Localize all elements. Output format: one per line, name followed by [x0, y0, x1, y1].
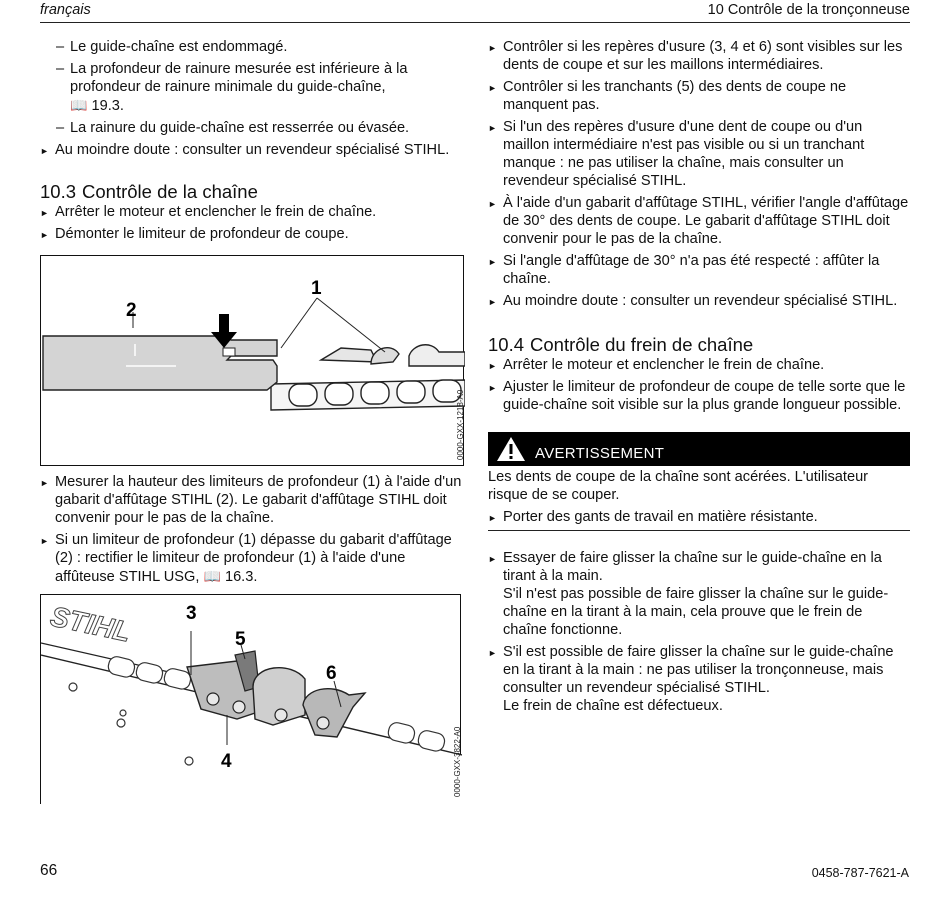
list-item: [488, 643, 910, 715]
section-title: Contrôle de la chaîne: [82, 181, 258, 202]
list-item-text: S'il est possible de faire glisser la chaîne sur le guide-chaîne en la tirant à la main : ne pas utiliser la tronçonneuse, mais consulter un revendeur spécialisé STIHL.: [503, 644, 894, 696]
section-heading: [488, 334, 910, 356]
list-item: ► Contrôler si les repères d'usure (3, 4 et 6) sont visibles sur les dents de coupe et sur les maillons intermédiaires.: [488, 38, 910, 74]
header-chapter: 10 Contrôle de la tronçonneuse: [707, 2, 910, 18]
figure-label-3: 3: [186, 603, 197, 624]
bar-brand-print: STIHL: [47, 600, 134, 648]
list-item: [40, 60, 466, 115]
document-code: 0458-787-7621-A: [811, 866, 909, 880]
cross-reference: 16.3.: [224, 569, 258, 585]
book-icon: 📖: [203, 568, 221, 584]
warning-label: AVERTISSEMENT: [535, 445, 665, 462]
list-item: ► Ajuster le limiteur de profondeur de coupe de telle sorte que le guide-chaîne soit visible sur la plus grande longueur possible.: [488, 378, 910, 414]
chain-gauge-illustration: [41, 256, 465, 467]
list-item-text: Essayer de faire glisser la chaîne sur le guide-chaîne en la tirant à la main.: [503, 550, 882, 584]
list-item-continuation: S'il n'est pas possible de faire glisser la chaîne sur le guide-chaîne en la tirant à la main, cela prouve que le frein de chaîne fonctionne.: [503, 586, 889, 638]
list-item: – Le guide-chaîne est endommagé.: [40, 38, 466, 56]
cross-reference: 19.3.: [91, 98, 124, 114]
list-item: [488, 549, 910, 639]
list-item: ► À l'aide d'un gabarit d'affûtage STIHL, vérifier l'angle d'affûtage de 30° des dents de coupe. Le gabarit d'affûtage STIHL doit convenir pour le pas de la chaîne.: [488, 194, 910, 248]
figure-label-2: 2: [126, 300, 137, 321]
figure-label-4: 4: [221, 751, 232, 772]
figure-label-1: 1: [311, 278, 322, 299]
list-item: ► Si l'un des repères d'usure d'une dent de coupe ou d'un maillon intermédiaire n'est pas visible ou si un tranchant manque : ne pas utiliser la chaîne, mais consulter un revendeur spécialisé STIHL.: [488, 118, 910, 190]
book-icon: 📖: [70, 97, 88, 113]
header-rule: [40, 22, 910, 23]
warning-text: Les dents de coupe de la chaîne sont acérées. L'utilisateur risque de se couper.: [488, 469, 869, 503]
list-item-text: Si un limiteur de profondeur (1) dépasse du gabarit d'affûtage (2) : rectifier le limiteur de profondeur (1) à l'aide d'une affûteuse STIHL USG,: [55, 532, 452, 585]
list-item: ► Démonter le limiteur de profondeur de coupe.: [40, 225, 466, 243]
list-item-text: La profondeur de rainure mesurée est inférieure à la profondeur de rainure minimale du guide-chaîne,: [70, 61, 408, 95]
figure-label-6: 6: [326, 663, 337, 684]
figure-wear-marks: [40, 594, 461, 804]
list-item: – La rainure du guide-chaîne est resserrée ou évasée.: [40, 119, 466, 137]
list-item: ► Arrêter le moteur et enclencher le frein de chaîne.: [40, 203, 466, 221]
list-item: ► Si l'angle d'affûtage de 30° n'a pas été respecté : affûter la chaîne.: [488, 252, 910, 288]
warning-banner: [488, 432, 910, 466]
page-number: 66: [40, 862, 58, 879]
warning-icon: [496, 436, 526, 462]
chain-teeth-illustration: [41, 595, 462, 805]
left-column: [40, 38, 466, 804]
list-item: [40, 531, 466, 586]
figure-depth-gauge: [40, 255, 464, 466]
header-language: français: [40, 2, 91, 18]
section-number: 10.4: [488, 334, 525, 355]
right-column: [488, 38, 910, 719]
section-number: 10.3: [40, 181, 77, 202]
figure-code: 0000-GXX-1218-A0: [456, 389, 465, 460]
list-item-continuation: Le frein de chaîne est défectueux.: [503, 698, 723, 714]
section-title: Contrôle du frein de chaîne: [530, 334, 754, 355]
list-item: ► Porter des gants de travail en matière résistante.: [488, 508, 910, 526]
figure-code: 0000-GXX-3822-A0: [453, 726, 462, 797]
list-item: ► Au moindre doute : consulter un revendeur spécialisé STIHL.: [488, 292, 910, 310]
list-item: ► Arrêter le moteur et enclencher le frein de chaîne.: [488, 356, 910, 374]
list-item: ► Mesurer la hauteur des limiteurs de profondeur (1) à l'aide d'un gabarit d'affûtage STIHL (2). Le gabarit d'affûtage STIHL doit convenir pour le pas de la chaîne.: [40, 473, 466, 527]
warning-rule: [488, 530, 910, 531]
list-item: ► Au moindre doute : consulter un revendeur spécialisé STIHL.: [40, 141, 466, 159]
section-heading: [40, 181, 466, 203]
list-item: ► Contrôler si les tranchants (5) des dents de coupe ne manquent pas.: [488, 78, 910, 114]
figure-label-5: 5: [235, 629, 246, 650]
